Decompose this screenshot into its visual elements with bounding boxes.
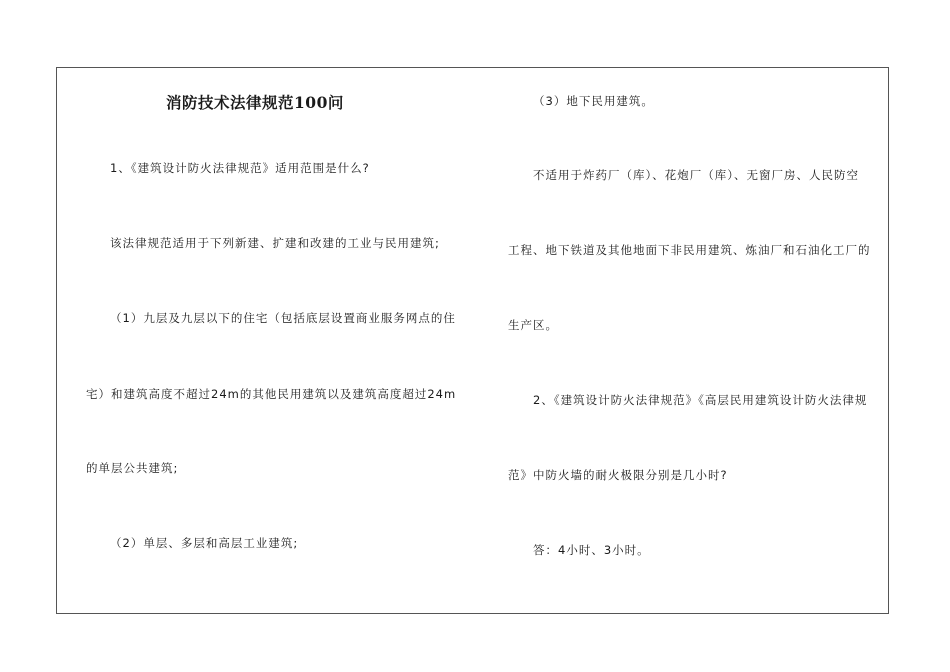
- exclusions-line-1: 不适用于炸药厂（库）、花炮厂（库）、无窗厂房、人民防空: [533, 168, 859, 182]
- answer-1-item-3: （3）地下民用建筑。: [533, 94, 654, 108]
- answer-1-intro: 该法律规范适用于下列新建、扩建和改建的工业与民用建筑;: [110, 236, 440, 250]
- exclusions-line-2: 工程、地下铁道及其他地面下非民用建筑、炼油厂和石油化工厂的: [508, 243, 871, 257]
- question-1: 1、《建筑设计防火法律规范》适用范围是什么?: [110, 161, 370, 175]
- answer-1-item-1-cont: 宅）和建筑高度不超过24m的其他民用建筑以及建筑高度超过24m: [86, 387, 457, 401]
- question-2: 2、《建筑设计防火法律规范》《高层民用建筑设计防火法律规: [533, 393, 868, 407]
- page-frame: [56, 67, 889, 614]
- document-title: 消防技术法律规范100问: [166, 93, 344, 112]
- answer-1-item-2: （2）单层、多层和高层工业建筑;: [110, 536, 299, 550]
- answer-1-item-1-end: 的单层公共建筑;: [86, 461, 179, 475]
- question-2-cont: 范》中防火墙的耐火极限分别是几小时?: [508, 468, 728, 482]
- exclusions-line-3: 生产区。: [508, 318, 558, 332]
- answer-2: 答：4小时、3小时。: [533, 543, 650, 557]
- answer-1-item-1: （1）九层及九层以下的住宅（包括底层设置商业服务网点的住: [110, 311, 456, 325]
